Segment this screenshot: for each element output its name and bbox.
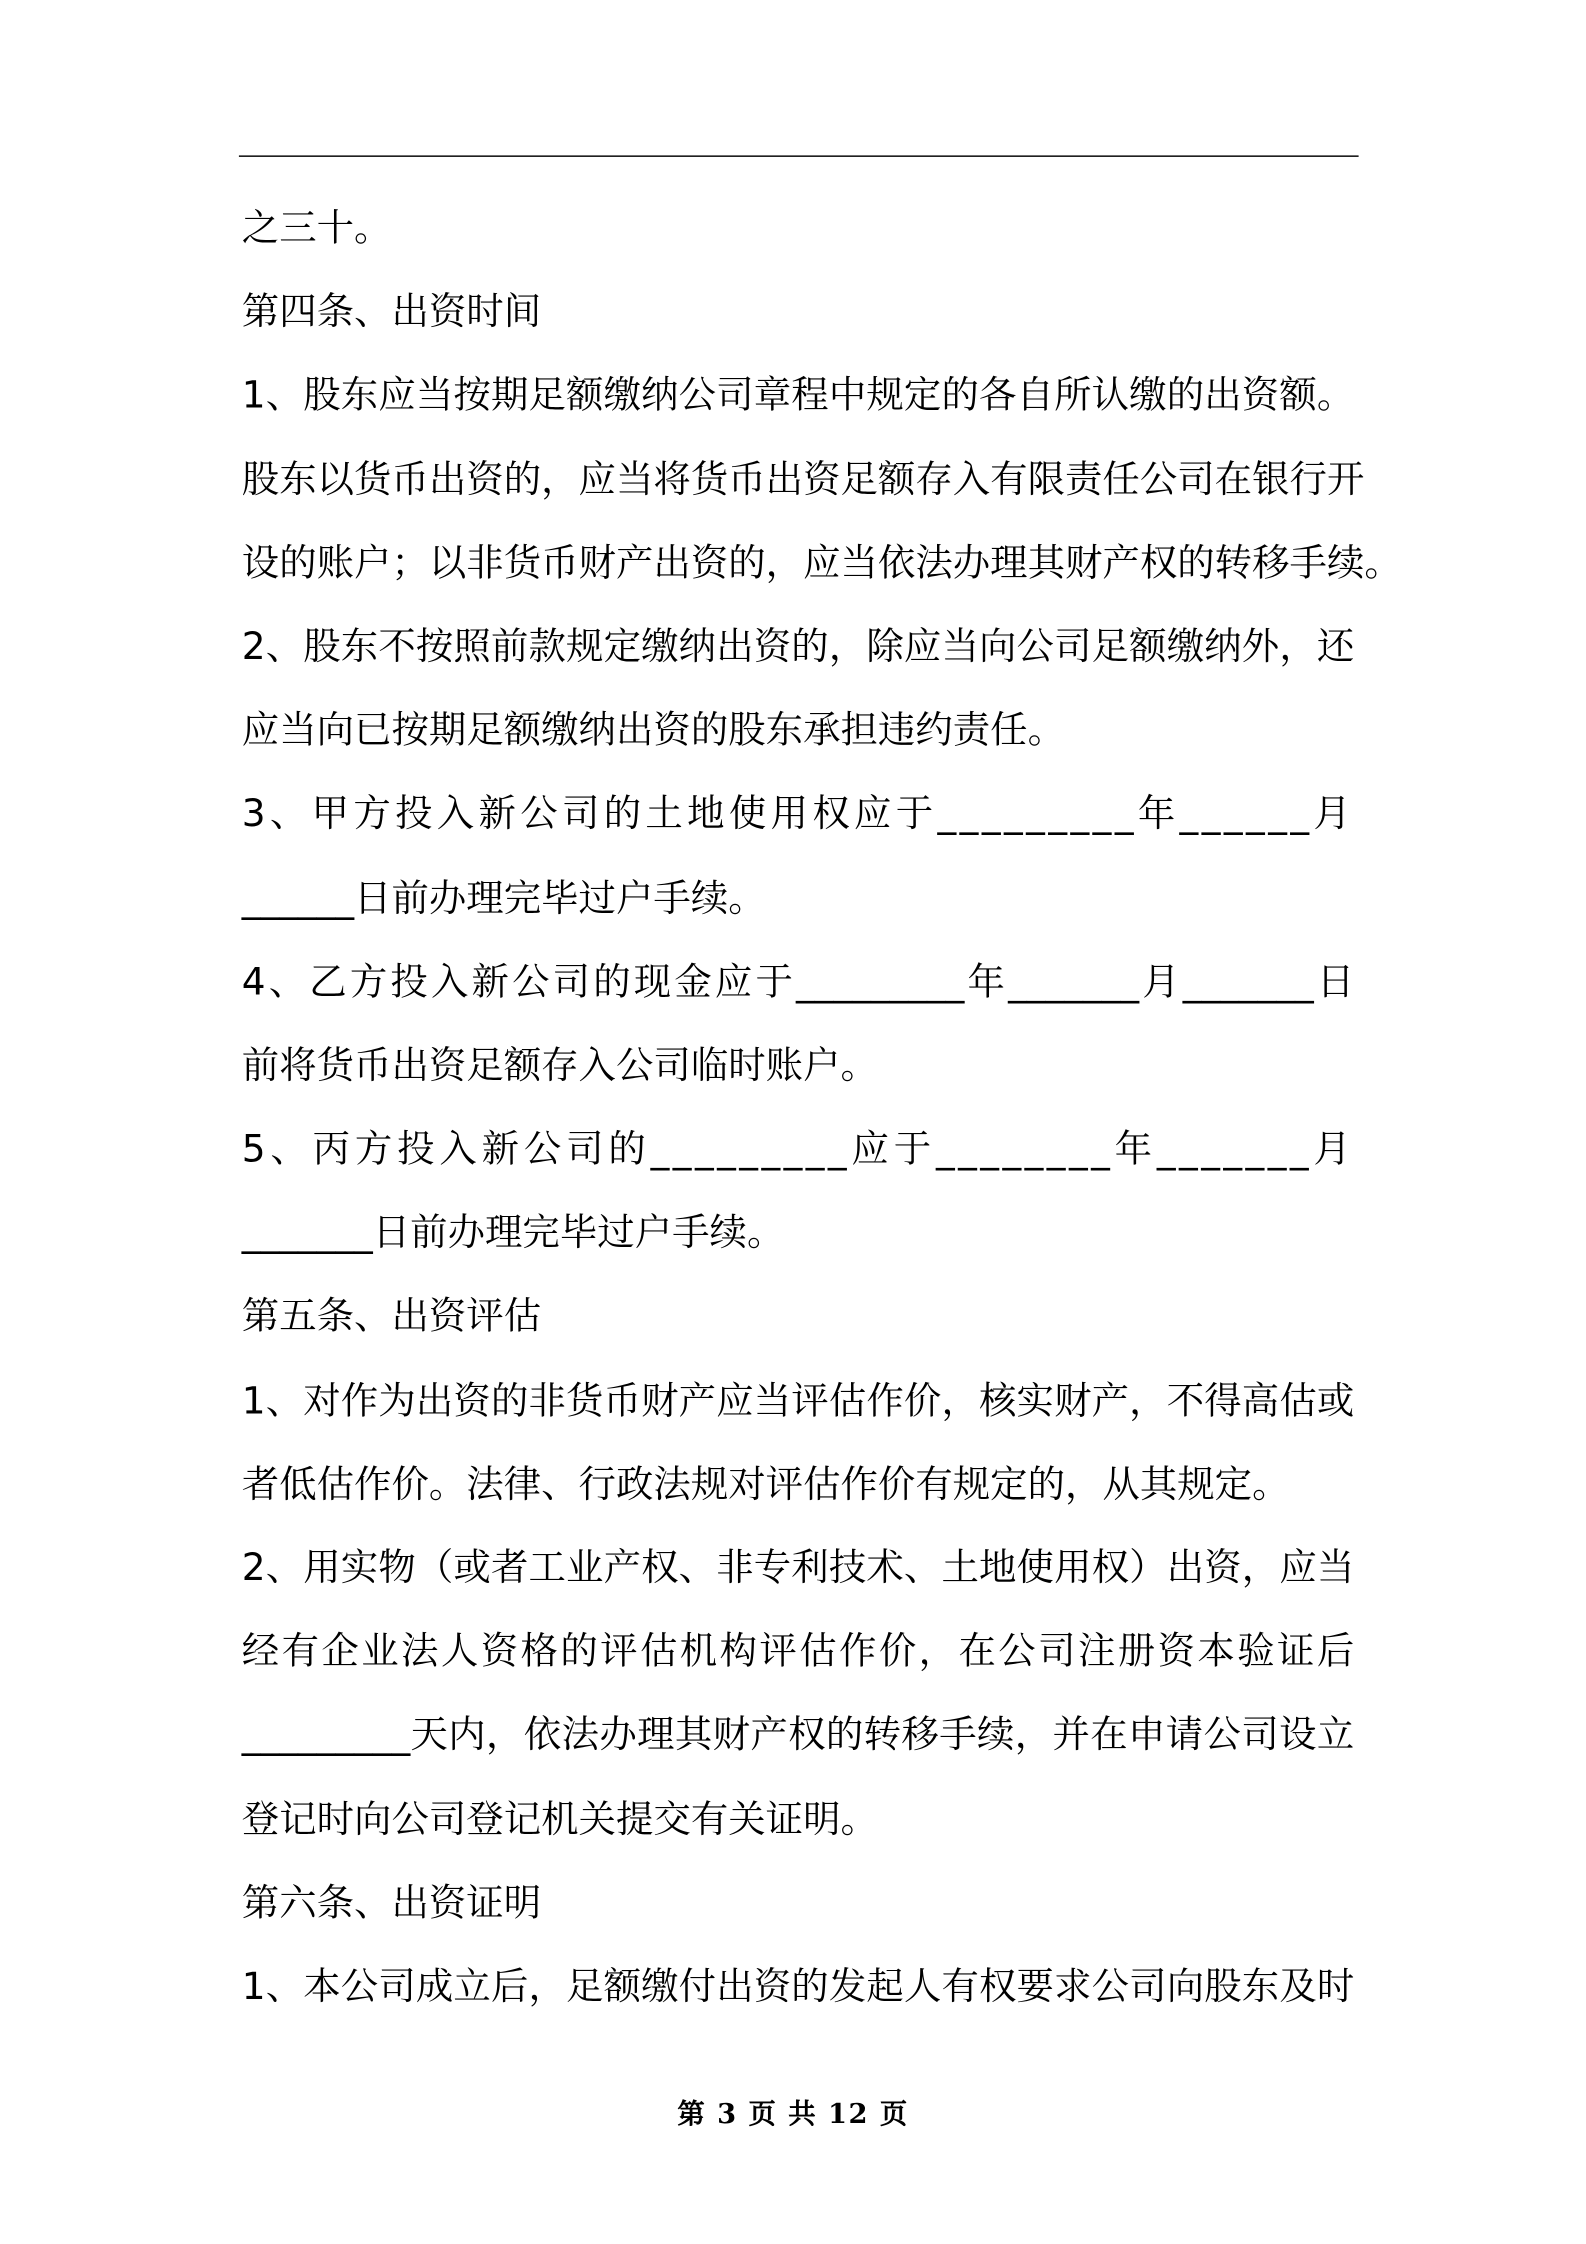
section-heading: 第四条、出资时间	[241, 290, 542, 335]
text-line: 2、股东不按照前款规定缴纳出资的，除应当向公司足额缴纳外，还	[241, 625, 1355, 670]
text-line: ______日前办理完毕过户手续。	[241, 877, 766, 921]
text-line: 4、乙方投入新公司的现金应于_________年_______月_______日	[241, 960, 1355, 1005]
section-heading: 第五条、出资评估	[241, 1295, 542, 1340]
text-line: 2、用实物（或者工业产权、非专利技术、土地使用权）出资，应当	[241, 1547, 1355, 1591]
text-line: _________天内，依法办理其财产权的转移手续，并在申请公司设立	[241, 1714, 1355, 1758]
text-line: 之三十。	[241, 207, 392, 251]
text-line: 应当向已按期足额缴纳出资的股东承担违约责任。	[241, 709, 1066, 753]
text-line: 3、甲方投入新公司的土地使用权应于_________年______月	[241, 793, 1355, 837]
text-line: 1、对作为出资的非货币财产应当评估作价，核实财产，不得高估或	[241, 1379, 1355, 1423]
text-line: _______日前办理完毕过户手续。	[241, 1212, 785, 1256]
text-line: 前将货币出资足额存入公司临时账户。	[241, 1044, 878, 1088]
document-body	[241, 187, 1402, 2029]
text-line: 设的账户；以非货币财产出资的，应当依法办理其财产权的转移手续。	[241, 542, 1402, 586]
text-line: 登记时向公司登记机关提交有关证明。	[241, 1798, 878, 1842]
text-line: 股东以货币出资的，应当将货币出资足额存入有限责任公司在银行开	[241, 458, 1365, 502]
text-line: 者低估作价。法律、行政法规对评估作价有规定的，从其规定。	[241, 1463, 1290, 1507]
section-heading: 第六条、出资证明	[241, 1882, 542, 1926]
text-line: 1、本公司成立后，足额缴付出资的发起人有权要求公司向股东及时	[241, 1965, 1355, 2010]
text-line: 经有企业法人资格的评估机构评估作价，在公司注册资本验证后	[241, 1630, 1355, 1675]
page-number-footer: 第 3 页 共 12 页	[677, 2098, 909, 2131]
header-rule	[239, 155, 1359, 156]
text-line: 1、股东应当按期足额缴纳公司章程中规定的各自所认缴的出资额。	[241, 374, 1355, 418]
text-line: 5、丙方投入新公司的_________应于________年_______月	[241, 1128, 1355, 1172]
